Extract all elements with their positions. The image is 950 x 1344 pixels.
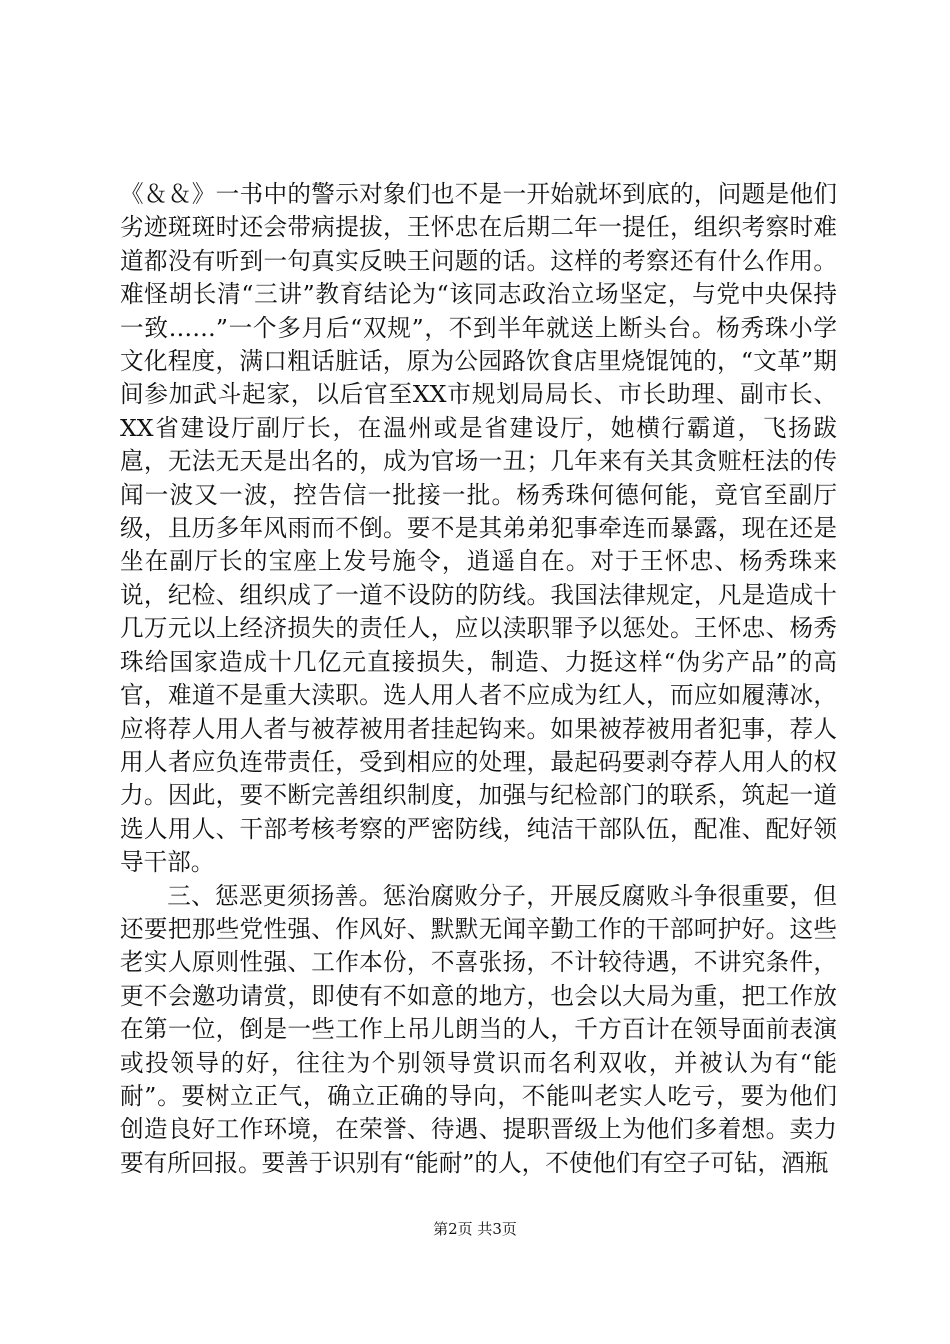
page-number-footer: 第2页 共3页	[433, 1220, 517, 1238]
body-text	[120, 178, 837, 1180]
paragraph-2: 三、惩恶更须扬善。惩治腐败分子，开展反腐败斗争很重要，但还要把那些党性强、作风好、默默无闻辛勤工作的干部呵护好。这些老实人原则性强、工作本份，不喜张扬，不计较待遇，不讲究条件，更不会邀功请赏，即使有不如意的地方，也会以大局为重，把工作放在第一位，倒是一些工作上吊儿朗当的人，千方百计在领导面前表演或投领导的好，往往为个别领导赏识而名利双收，并被认为有“能耐”。要树立正气，确立正确的导向，不能叫老实人吃亏，要为他们创造良好工作环境，在荣誉、待遇、提职晋级上为他们多着想。卖力要有所回报。要善于识别有“能耐”的人，不使他们有空子可钻，酒瓶	[120, 881, 837, 1177]
paragraph-1: 《＆＆》一书中的警示对象们也不是一开始就坏到底的，问题是他们劣迹斑斑时还会带病提拔，王怀忠在后期二年一提任，组织考察时难道都没有听到一句真实反映王问题的话。这样的考察还有什么作用。难怪胡长清“三讲”教育结论为“该同志政治立场坚定，与党中央保持一致……”一个多月后“双规”，不到半年就送上断头台。杨秀珠小学文化程度，满口粗话脏话，原为公园路饮食店里烧馄饨的，“文革”期间参加武斗起家，以后官至XX市规划局局长、市长助理、副市长、XX省建设厅副厅长，在温州或是省建设厅，她横行霸道，飞扬跋扈，无法无天是出名的，成为官场一丑；几年来有关其贪赃枉法的传闻一波又一波，控告信一批接一批。杨秀珠何德何能，竟官至副厅级，且历多年风雨而不倒。要不是其弟弟犯事牵连而暴露，现在还是坐在副厅长的宝座上发号施令，逍遥自在。对于王怀忠、杨秀珠来说，纪检、组织成了一道不设防的防线。我国法律规定，凡是造成十几万元以上经济损失的责任人，应以渎职罪予以惩处。王怀忠、杨秀珠给国家造成十几亿元直接损失，制造、力挺这样“伪劣产品”的高官，难道不是重大渎职。选人用人者不应成为红人，而应如履薄冰，应将荐人用人者与被荐被用者挂起钩来。如果被荐被用者犯事，荐人用人者应负连带责任，受到相应的处理，最起码要剥夺荐人用人的权力。因此，要不断完善组织制度，加强与纪检部门的联系，筑起一道选人用人、干部考核考察的严密防线，纯洁干部队伍，配准、配好领导干部。	[120, 180, 837, 877]
